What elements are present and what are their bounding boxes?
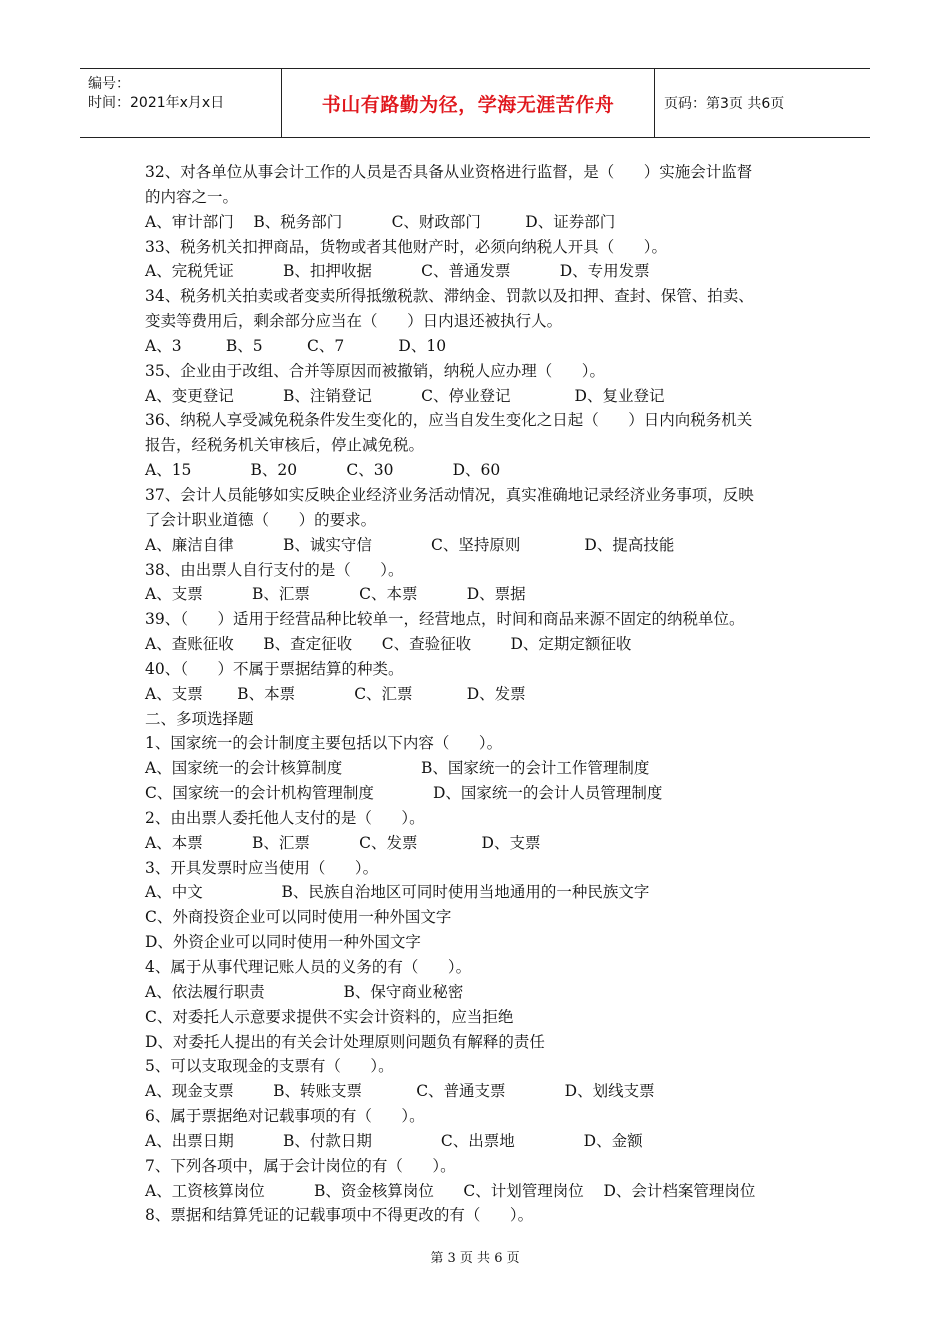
text-line: A、廉洁自律 B、诚实守信 C、坚持原则 D、提高技能 bbox=[145, 535, 675, 554]
text-line: 的内容之一。 bbox=[145, 187, 239, 206]
text-line: 变卖等费用后，剩余部分应当在（ ）日内退还被执行人。 bbox=[145, 312, 563, 331]
text-line: A、依法履行职责 B、保守商业秘密 bbox=[145, 982, 464, 1001]
header-page-info: 页码：第3页 共6页 bbox=[664, 96, 785, 112]
text-line: 38、由出票人自行支付的是（ ）。 bbox=[145, 560, 404, 579]
text-line: A、查账征收 B、查定征收 C、查验征收 D、定期定额征收 bbox=[145, 635, 632, 654]
text-line: 8、票据和结算凭证的记载事项中不得更改的有（ ）。 bbox=[145, 1206, 534, 1225]
text-line: 34、税务机关拍卖或者变卖所得抵缴税款、滞纳金、罚款以及扣押、查封、保管、拍卖、 bbox=[145, 287, 754, 306]
text-line: 37、会计人员能够如实反映企业经济业务活动情况，真实准确地记录经济业务事项，反映 bbox=[145, 485, 754, 504]
text-line: A、出票日期 B、付款日期 C、出票地 D、金额 bbox=[145, 1131, 643, 1150]
text-line: 了会计职业道德（ ）的要求。 bbox=[145, 510, 377, 529]
header-left-cell bbox=[80, 69, 280, 137]
text-line: 2、由出票人委托他人支付的是（ ）。 bbox=[145, 808, 425, 827]
text-line: 4、属于从事代理记账人员的义务的有（ ）。 bbox=[145, 958, 472, 976]
text-line: 33、税务机关扣押商品，货物或者其他财产时，必须向纳税人开具（ ）。 bbox=[145, 237, 668, 256]
text-line: A、中文 B、民族自治地区可同时使用当地通用的一种民族文字 bbox=[145, 883, 650, 902]
text-line: A、现金支票 B、转账支票 C、普通支票 D、划线支票 bbox=[145, 1082, 655, 1101]
text-line: 36、纳税人享受减免税条件发生变化的，应当自发生变化之日起（ ）日内向税务机关 bbox=[145, 411, 753, 430]
text-line: A、15 B、20 C、30 D、60 bbox=[145, 461, 501, 480]
text-line: 35、企业由于改组、合并等原因而被撤销，纳税人应办理（ ）。 bbox=[145, 361, 606, 380]
header-motto-cell bbox=[281, 69, 655, 137]
text-line: 7、下列各项中，属于会计岗位的有（ ）。 bbox=[145, 1156, 456, 1175]
text-line: 40、（ ）不属于票据结算的种类。 bbox=[145, 659, 404, 678]
page-footer: 第 3 页 共 6 页 bbox=[430, 1251, 520, 1266]
text-line: C、外商投资企业可以同时使用一种外国文字 bbox=[145, 908, 452, 927]
text-line: 二、多项选择题 bbox=[145, 709, 254, 728]
text-line: 报告，经税务机关审核后，停止减免税。 bbox=[145, 436, 425, 455]
text-line: A、3 B、5 C、7 D、10 bbox=[145, 336, 447, 355]
question-content bbox=[145, 160, 810, 1228]
text-line: 39、（ ）适用于经营品种比较单一，经营地点，时间和商品来源不固定的纳税单位。 bbox=[145, 610, 745, 629]
text-line: 6、属于票据绝对记载事项的有（ ）。 bbox=[145, 1107, 425, 1126]
text-line: A、工资核算岗位 B、资金核算岗位 C、计划管理岗位 D、会计档案管理岗位 bbox=[145, 1181, 756, 1200]
text-line: 32、对各单位从事会计工作的人员是否具备从业资格进行监督，是（ ）实施会计监督 bbox=[145, 163, 753, 181]
page-header bbox=[80, 68, 870, 138]
text-line: A、完税凭证 B、扣押收据 C、普通发票 D、专用发票 bbox=[145, 262, 650, 281]
header-motto: 书山有路勤为径，学海无涯苦作舟 bbox=[321, 93, 615, 116]
text-line: C、国家统一的会计机构管理制度 D、国家统一的会计人员管理制度 bbox=[145, 784, 663, 803]
header-page-cell bbox=[654, 69, 870, 137]
text-line: C、对委托人示意要求提供不实会计资料的，应当拒绝 bbox=[145, 1007, 514, 1026]
text-line: A、支票 B、汇票 C、本票 D、票据 bbox=[145, 585, 526, 604]
document-number-label: 编号： bbox=[88, 76, 130, 92]
text-line: 1、国家统一的会计制度主要包括以下内容（ ）。 bbox=[145, 734, 503, 753]
text-line: 5、可以支取现金的支票有（ ）。 bbox=[145, 1057, 394, 1076]
text-line: A、国家统一的会计核算制度 B、国家统一的会计工作管理制度 bbox=[145, 759, 650, 778]
text-line: A、审计部门 B、税务部门 C、财政部门 D、证券部门 bbox=[145, 212, 616, 231]
document-date: 时间：2021年x月x日 bbox=[88, 95, 225, 111]
text-line: 3、开具发票时应当使用（ ）。 bbox=[145, 858, 379, 877]
text-line: A、变更登记 B、注销登记 C、停业登记 D、复业登记 bbox=[145, 386, 665, 405]
text-line: A、本票 B、汇票 C、发票 D、支票 bbox=[145, 833, 541, 852]
text-line: D、外资企业可以同时使用一种外国文字 bbox=[145, 933, 421, 952]
text-line: D、对委托人提出的有关会计处理原则问题负有解释的责任 bbox=[145, 1032, 545, 1051]
text-line: A、支票 B、本票 C、汇票 D、发票 bbox=[145, 684, 526, 703]
